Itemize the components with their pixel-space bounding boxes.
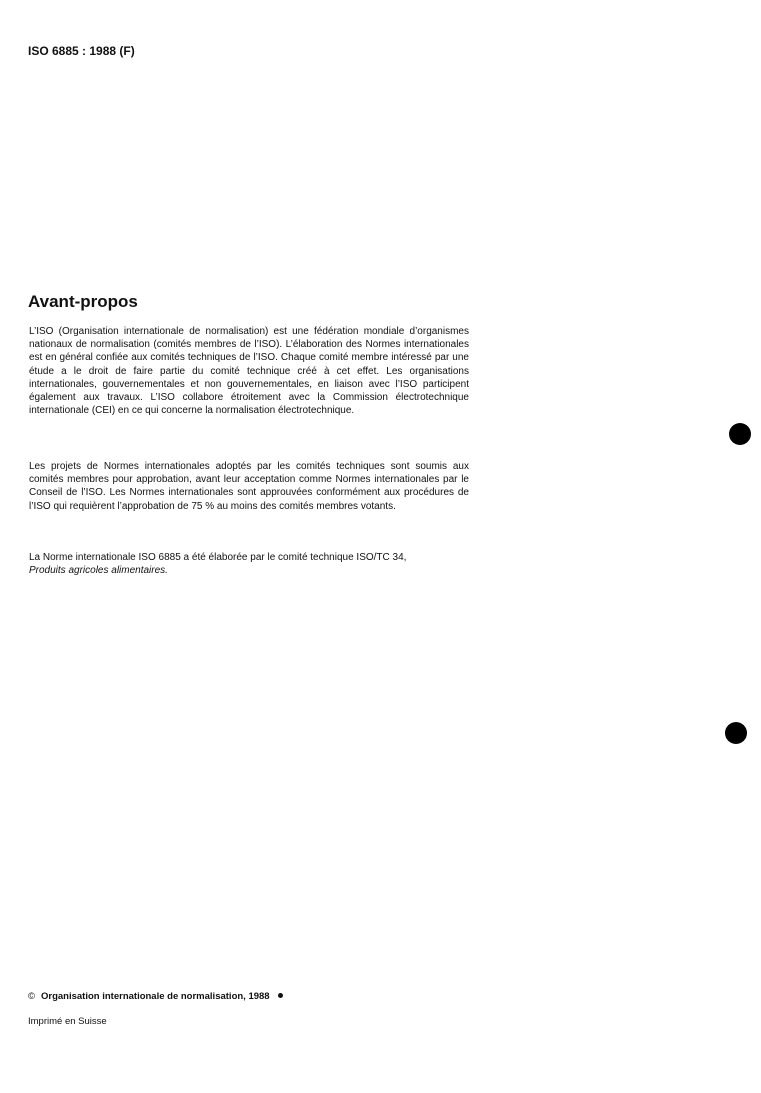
copyright-line: [28, 991, 283, 1002]
foreword-paragraph-2: Les projets de Normes internationales adoptés par les comités techniques sont soumis aux comités membres pour approbation, avant leur acceptation comme Normes internationales par le Conseil de l’ISO. Les Normes internationales sont approuvées conformément aux procédures de l’ISO qui requièrent l’approbation de 75 % au moins des comités membres votants.: [29, 461, 469, 512]
foreword-paragraph-3: [29, 551, 469, 577]
copyright-icon: ©: [28, 991, 35, 1002]
punch-hole-icon: [729, 423, 751, 445]
committee-title: Produits agricoles alimentaires.: [29, 565, 168, 577]
printed-in: Imprimé en Suisse: [28, 1016, 107, 1027]
foreword-paragraph-1: L’ISO (Organisation internationale de normalisation) est une fédération mondiale d’organismes nationaux de normalisation (comités membres de l’ISO). L’élaboration des Normes internationales est en général confiée aux comités techniques de l’ISO. Chaque comité membre intéressé par une étude a le droit de faire partie du comité technique créé à cet effet. Les organisations internationales, gouvernementales et non gouvernementales, en liaison avec l’ISO participent également aux travaux. L’ISO collabore étroitement avec la Commission électrotechnique internationale (CEI) en ce qui concerne la normalisation électrotechnique.: [29, 326, 469, 417]
section-title: Avant-propos: [28, 292, 138, 311]
document-header: ISO 6885 : 1988 (F): [28, 44, 135, 58]
paragraph-3-text: La Norme internationale ISO 6885 a été élaborée par le comité technique ISO/TC 34,: [29, 552, 407, 563]
bullet-icon: [278, 993, 283, 998]
copyright-text: Organisation internationale de normalisation, 1988: [41, 991, 270, 1002]
punch-hole-icon: [725, 722, 747, 744]
